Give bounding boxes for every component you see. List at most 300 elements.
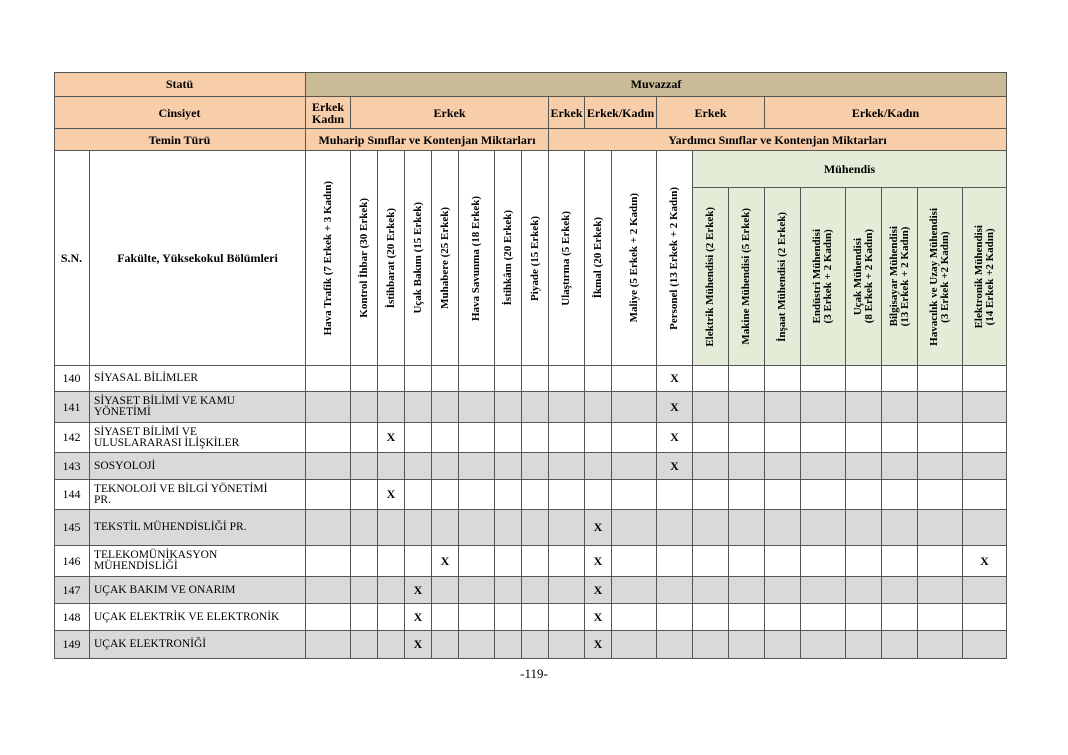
column-header — [405, 151, 432, 366]
row-mark — [693, 604, 729, 631]
row-name — [90, 423, 306, 453]
muhendis-header-text: Mühendis — [823, 162, 876, 176]
row-sn-text: 147 — [62, 582, 81, 597]
mark-x: X — [440, 553, 450, 568]
row-mark — [306, 631, 351, 659]
row-mark — [549, 631, 585, 659]
muhendis-header — [693, 151, 1007, 188]
row-sn — [54, 392, 90, 423]
row-mark — [612, 453, 657, 480]
row-mark — [729, 453, 765, 480]
row-sn-text: 140 — [62, 371, 81, 385]
row-name — [90, 392, 306, 423]
row-mark — [729, 423, 765, 453]
statu-label — [54, 72, 306, 97]
row-mark — [882, 480, 918, 510]
row-mark — [495, 480, 522, 510]
column-header-label: Havacılık ve Uzay Mühendisi (3 Erkek +2 Kadın) — [928, 207, 951, 346]
row-name-text: SİYASET BİLİMİ VE ULUSLARARASI İLİŞKİLER — [94, 425, 240, 449]
row-mark — [306, 546, 351, 577]
row-mark — [495, 546, 522, 577]
row-mark — [549, 423, 585, 453]
row-mark — [801, 631, 846, 659]
row-mark — [765, 604, 801, 631]
row-mark — [306, 480, 351, 510]
row-mark — [882, 546, 918, 577]
row-mark — [963, 604, 1007, 631]
row-mark — [351, 546, 378, 577]
row-mark — [765, 480, 801, 510]
column-header — [846, 188, 882, 366]
row-sn-text: 141 — [62, 399, 81, 414]
column-header-label: Endüstri Mühendisi (3 Erkek + 2 Kadın) — [811, 229, 834, 324]
row-mark — [459, 604, 495, 631]
row-mark — [459, 392, 495, 423]
column-header-label: Uçak Bakım (15 Erkek) — [411, 202, 424, 314]
row-mark — [612, 366, 657, 392]
temin-group-muharip-text: Muharip Sınıflar ve Kontenjan Miktarları — [318, 132, 536, 147]
temin-label — [54, 129, 306, 151]
row-mark — [963, 480, 1007, 510]
column-header — [351, 151, 378, 366]
row-mark — [846, 631, 882, 659]
row-mark — [801, 546, 846, 577]
row-mark — [846, 480, 882, 510]
column-header — [693, 188, 729, 366]
row-mark — [549, 546, 585, 577]
mark-x: X — [386, 430, 396, 444]
row-mark — [729, 577, 765, 604]
row-mark — [522, 546, 549, 577]
row-mark — [801, 480, 846, 510]
row-mark — [801, 510, 846, 546]
row-mark — [918, 604, 963, 631]
row-sn — [54, 631, 90, 659]
row-name — [90, 577, 306, 604]
cinsiyet-group-text: Erkek — [694, 105, 727, 120]
row-mark — [693, 631, 729, 659]
row-mark — [765, 631, 801, 659]
column-header — [612, 151, 657, 366]
statu-value — [306, 72, 1007, 97]
row-mark — [495, 604, 522, 631]
row-mark — [846, 423, 882, 453]
mark-x: X — [593, 553, 603, 568]
row-mark — [432, 510, 459, 546]
row-mark — [846, 604, 882, 631]
row-mark — [612, 631, 657, 659]
row-mark — [729, 510, 765, 546]
row-mark — [612, 510, 657, 546]
row-mark — [522, 423, 549, 453]
column-header — [378, 151, 405, 366]
row-name-text: UÇAK ELEKTRONİĞİ — [94, 638, 207, 650]
cinsiyet-group — [657, 97, 765, 129]
row-mark — [585, 510, 612, 546]
row-mark — [378, 631, 405, 659]
row-mark — [432, 480, 459, 510]
row-sn-text: 143 — [62, 458, 81, 473]
column-header — [963, 188, 1007, 366]
column-header — [882, 188, 918, 366]
row-mark — [495, 366, 522, 392]
row-mark — [459, 480, 495, 510]
row-mark — [306, 604, 351, 631]
row-mark — [522, 392, 549, 423]
row-mark — [405, 604, 432, 631]
fakulte-header — [90, 151, 306, 366]
mark-x: X — [593, 520, 603, 534]
column-header — [432, 151, 459, 366]
row-mark — [801, 453, 846, 480]
column-header-label: Kontrol İhbar (30 Erkek) — [357, 198, 370, 318]
row-mark — [351, 577, 378, 604]
column-header-label: Muhabere (25 Erkek) — [438, 207, 451, 309]
row-mark — [918, 480, 963, 510]
row-mark — [963, 546, 1007, 577]
column-header — [495, 151, 522, 366]
row-mark — [432, 423, 459, 453]
row-mark — [585, 453, 612, 480]
row-mark — [693, 510, 729, 546]
row-mark — [765, 423, 801, 453]
row-mark — [585, 577, 612, 604]
row-mark — [612, 480, 657, 510]
column-header — [585, 151, 612, 366]
row-mark — [765, 392, 801, 423]
row-mark — [549, 577, 585, 604]
row-mark — [378, 546, 405, 577]
row-sn — [54, 546, 90, 577]
row-mark — [963, 577, 1007, 604]
column-header-label: Makine Mühendisi (5 Erkek) — [740, 208, 752, 345]
column-header — [522, 151, 549, 366]
temin-group-muharip — [306, 129, 549, 151]
row-mark — [693, 480, 729, 510]
row-mark — [882, 604, 918, 631]
row-mark — [351, 604, 378, 631]
cinsiyet-group-text: Erkek — [550, 105, 583, 120]
row-mark — [351, 510, 378, 546]
row-mark — [612, 604, 657, 631]
column-header — [657, 151, 693, 366]
column-header-label: Piyade (15 Erkek) — [528, 215, 541, 301]
mark-x: X — [413, 582, 423, 597]
row-sn-text: 149 — [62, 637, 81, 651]
temin-group-yardimci-text: Yardımcı Sınıflar ve Kontenjan Miktarları — [668, 132, 887, 147]
row-mark — [522, 480, 549, 510]
row-mark — [585, 604, 612, 631]
row-name-text: TEKSTİL MÜHENDİSLİĞİ PR. — [94, 521, 247, 533]
row-mark — [693, 546, 729, 577]
row-mark — [918, 546, 963, 577]
row-sn-text: 142 — [62, 430, 81, 444]
row-mark — [585, 480, 612, 510]
row-mark — [378, 453, 405, 480]
row-mark — [882, 631, 918, 659]
row-mark — [765, 546, 801, 577]
row-name-text: SİYASAL BİLİMLER — [94, 372, 199, 384]
row-mark — [585, 392, 612, 423]
row-mark — [351, 453, 378, 480]
row-mark — [432, 546, 459, 577]
row-mark — [765, 366, 801, 392]
row-name-text: TELEKOMÜNİKASYON MÜHENDİSLİĞİ — [94, 549, 218, 572]
row-mark — [549, 604, 585, 631]
row-mark — [918, 392, 963, 423]
row-mark — [657, 392, 693, 423]
row-mark — [459, 423, 495, 453]
row-mark — [522, 577, 549, 604]
row-mark — [585, 546, 612, 577]
row-mark — [351, 366, 378, 392]
row-mark — [612, 577, 657, 604]
row-name — [90, 366, 306, 392]
row-mark — [801, 577, 846, 604]
row-mark — [612, 423, 657, 453]
row-name-text: UÇAK BAKIM VE ONARIM — [94, 583, 236, 596]
row-mark — [432, 604, 459, 631]
row-mark — [405, 631, 432, 659]
column-header-label: İkmal (20 Erkek) — [591, 217, 604, 299]
column-header-label: Maliye (5 Erkek + 2 Kadın) — [627, 193, 640, 323]
column-header — [918, 188, 963, 366]
row-mark — [459, 366, 495, 392]
mark-x: X — [413, 609, 423, 624]
mark-x: X — [670, 399, 679, 414]
row-mark — [549, 453, 585, 480]
row-mark — [459, 453, 495, 480]
row-mark — [549, 392, 585, 423]
row-name-text: SİYASET BİLİMİ VE KAMU YÖNETİMİ — [94, 395, 236, 418]
column-header — [801, 188, 846, 366]
row-mark — [405, 480, 432, 510]
row-mark — [963, 392, 1007, 423]
column-header-label: İstihbarat (20 Erkek) — [384, 207, 397, 309]
row-mark — [522, 631, 549, 659]
row-mark — [351, 631, 378, 659]
row-mark — [432, 453, 459, 480]
row-name — [90, 546, 306, 577]
row-mark — [882, 453, 918, 480]
statu-label-text: Statü — [165, 77, 194, 91]
cinsiyet-group-text: Erkek Kadın — [311, 99, 344, 126]
cinsiyet-group — [549, 97, 585, 129]
row-mark — [729, 480, 765, 510]
row-mark — [405, 510, 432, 546]
row-mark — [378, 423, 405, 453]
row-mark — [405, 453, 432, 480]
row-sn-text: 146 — [62, 553, 81, 568]
row-mark — [306, 453, 351, 480]
row-mark — [729, 604, 765, 631]
row-mark — [549, 480, 585, 510]
row-mark — [657, 423, 693, 453]
row-mark — [657, 546, 693, 577]
row-mark — [846, 510, 882, 546]
row-mark — [801, 604, 846, 631]
row-mark — [378, 480, 405, 510]
row-mark — [963, 366, 1007, 392]
row-mark — [846, 392, 882, 423]
row-mark — [882, 366, 918, 392]
row-mark — [378, 366, 405, 392]
row-mark — [405, 366, 432, 392]
mark-x: X — [593, 609, 603, 624]
fakulte-header-text: Fakülte, Yüksekokul Bölümleri — [117, 251, 278, 265]
row-mark — [729, 392, 765, 423]
row-name — [90, 604, 306, 631]
row-mark — [918, 366, 963, 392]
row-mark — [585, 423, 612, 453]
row-mark — [459, 631, 495, 659]
row-mark — [432, 366, 459, 392]
row-mark — [918, 577, 963, 604]
row-mark — [765, 510, 801, 546]
row-mark — [918, 423, 963, 453]
cinsiyet-group-text: Erkek/Kadın — [586, 105, 655, 120]
cinsiyet-group-text: Erkek — [433, 105, 466, 120]
sn-header-text: S.N. — [60, 251, 83, 265]
row-mark — [657, 510, 693, 546]
row-name-text: SOSYOLOJİ — [94, 459, 156, 472]
row-sn-text: 148 — [62, 609, 81, 624]
row-name — [90, 510, 306, 546]
row-mark — [432, 392, 459, 423]
row-sn — [54, 366, 90, 392]
row-mark — [693, 423, 729, 453]
cinsiyet-label — [54, 97, 306, 129]
row-mark — [351, 423, 378, 453]
row-mark — [522, 366, 549, 392]
row-mark — [495, 631, 522, 659]
row-mark — [585, 366, 612, 392]
sn-header — [54, 151, 90, 366]
row-mark — [846, 453, 882, 480]
row-mark — [378, 604, 405, 631]
row-name — [90, 631, 306, 659]
row-mark — [963, 423, 1007, 453]
statu-value-text: Muvazzaf — [630, 77, 682, 91]
row-mark — [765, 577, 801, 604]
row-mark — [612, 546, 657, 577]
row-mark — [918, 631, 963, 659]
mark-x: X — [980, 553, 989, 568]
row-mark — [549, 510, 585, 546]
column-header — [729, 188, 765, 366]
column-header — [549, 151, 585, 366]
column-header-label: Ulaştırma (5 Erkek) — [560, 210, 572, 306]
column-header-label: Bilgisayar Mühendisi (13 Erkek + 2 Kadın) — [887, 226, 911, 327]
row-mark — [801, 392, 846, 423]
row-mark — [351, 392, 378, 423]
row-mark — [657, 480, 693, 510]
row-mark — [657, 631, 693, 659]
mark-x: X — [670, 430, 679, 444]
cinsiyet-group — [765, 97, 1007, 129]
row-mark — [882, 423, 918, 453]
row-mark — [612, 392, 657, 423]
row-mark — [495, 577, 522, 604]
cinsiyet-group — [351, 97, 549, 129]
row-mark — [306, 392, 351, 423]
row-mark — [495, 423, 522, 453]
row-mark — [882, 577, 918, 604]
row-mark — [963, 453, 1007, 480]
row-mark — [882, 510, 918, 546]
row-mark — [918, 453, 963, 480]
column-header — [765, 188, 801, 366]
row-mark — [657, 604, 693, 631]
column-header — [459, 151, 495, 366]
row-sn — [54, 423, 90, 453]
mark-x: X — [670, 371, 679, 385]
row-mark — [405, 423, 432, 453]
row-mark — [405, 546, 432, 577]
row-mark — [801, 366, 846, 392]
row-mark — [729, 366, 765, 392]
row-mark — [963, 631, 1007, 659]
row-mark — [765, 453, 801, 480]
column-header — [306, 151, 351, 366]
row-sn — [54, 577, 90, 604]
mark-x: X — [386, 487, 396, 501]
row-mark — [522, 510, 549, 546]
row-mark — [657, 366, 693, 392]
row-sn-text: 144 — [62, 487, 81, 501]
row-mark — [963, 510, 1007, 546]
row-mark — [729, 546, 765, 577]
row-mark — [306, 510, 351, 546]
row-mark — [459, 546, 495, 577]
row-sn-text: 145 — [62, 520, 81, 534]
row-mark — [405, 392, 432, 423]
column-header-label: İnşaat Mühendisi (2 Erkek) — [776, 211, 788, 342]
row-mark — [918, 510, 963, 546]
column-header-label: Hava Trafik (7 Erkek + 3 Kadın) — [321, 180, 334, 336]
mark-x: X — [593, 582, 603, 597]
row-mark — [693, 577, 729, 604]
row-mark — [657, 453, 693, 480]
row-mark — [585, 631, 612, 659]
row-mark — [846, 577, 882, 604]
row-sn — [54, 480, 90, 510]
column-header-label: Elektrik Mühendisi (2 Erkek) — [704, 206, 716, 347]
cinsiyet-group — [585, 97, 657, 129]
row-mark — [351, 480, 378, 510]
row-name-text: UÇAK ELEKTRİK VE ELEKTRONİK — [94, 610, 280, 623]
row-mark — [432, 577, 459, 604]
row-mark — [378, 392, 405, 423]
row-mark — [459, 577, 495, 604]
cinsiyet-group — [306, 97, 351, 129]
row-mark — [495, 392, 522, 423]
temin-group-yardimci — [549, 129, 1007, 151]
cinsiyet-label-text: Cinsiyet — [158, 105, 201, 120]
row-mark — [693, 453, 729, 480]
row-mark — [729, 631, 765, 659]
column-header-label: Elektronik Mühendisi (14 Erkek +2 Kadın) — [972, 224, 996, 329]
row-mark — [495, 510, 522, 546]
row-mark — [522, 604, 549, 631]
row-mark — [378, 510, 405, 546]
column-header-label: Uçak Mühendisi (8 Erkek + 2 Kadın) — [851, 229, 875, 324]
row-mark — [432, 631, 459, 659]
row-mark — [405, 577, 432, 604]
row-mark — [306, 577, 351, 604]
row-mark — [693, 392, 729, 423]
row-mark — [495, 453, 522, 480]
